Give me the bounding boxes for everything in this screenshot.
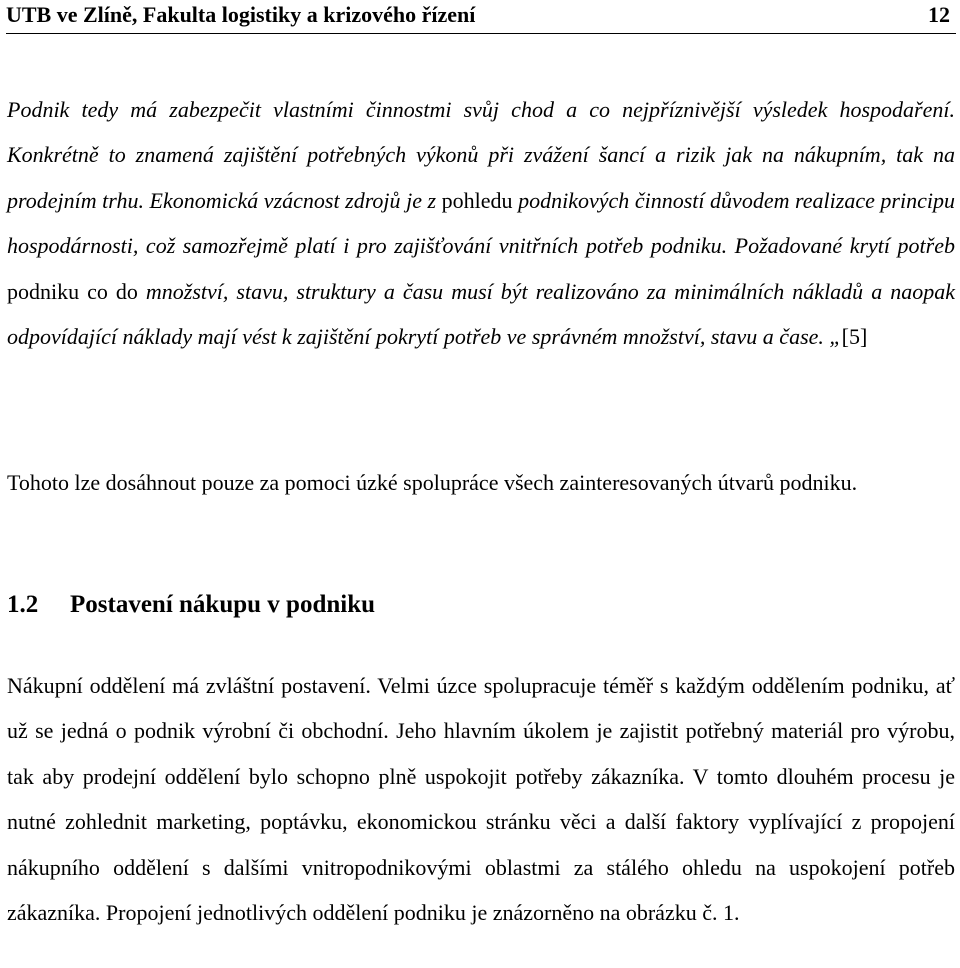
quote-normal-1: pohledu <box>436 187 519 213</box>
paragraph-purchasing: Nákupní oddělení má zvláštní postavení. Velmi úzce spolupracuje téměř s každým oddělením podniku, ať už se jedná o podnik výrobní či obchodní. Jeho hlavním úkolem je zajistit potřebný materiál pro výrobu, tak aby prodejní oddělení bylo schopno plně uspokojit potřeby zákazníka. V tomto dlouhém procesu je nutné zohlednit marketing, poptávku, ekonomickou stránku věci a další faktory vyplívající z propojení nákupního oddělení s dalšími vnitropodnikovými oblastmi za stálého ohledu na uspokojení potřeb zákazníka. Propojení jednotlivých oddělení podniku je znázorněno na obrázku č. 1. <box>7 673 955 926</box>
header-title: UTB ve Zlíně, Fakulta logistiky a krizového řízení <box>6 2 476 27</box>
quote-italic-1: Podnik tedy má zabezpečit vlastními činnostmi svůj chod a co nejpříznivější výsledek hospodaření. Konkrétně to znamená zajištění potřebných výkonů při zvážení šancí a rizik jak na nákupním, tak na prodejním trhu. Ekonomická vzácnost zdrojů je z <box>7 97 955 213</box>
page-header <box>6 0 956 34</box>
paragraph-quote <box>7 87 955 359</box>
page-number: 12 <box>928 2 950 27</box>
quote-normal-2: podniku co do <box>7 278 146 304</box>
paragraph-cooperation: Tohoto lze dosáhnout pouze za pomoci úzké spolupráce všech zainteresovaných útvarů podniku. <box>7 470 858 495</box>
citation: [5] <box>841 324 868 350</box>
quote-italic-2: podnikových činností důvodem realizace principu hospodárnosti, což samozřejmě platí i pro zajišťování vnitřních potřeb podniku. Požadované krytí potřeb <box>7 187 955 259</box>
section-heading <box>7 590 375 620</box>
section-number: 1.2 <box>7 591 39 618</box>
section-title: Postavení nákupu v podniku <box>70 591 376 618</box>
quote-italic-3: množství, stavu, struktury a času musí být realizováno za minimálních nákladů a naopak odpovídající náklady mají vést k zajištění pokrytí potřeb ve správném množství, stavu a čase. „ <box>7 278 955 350</box>
